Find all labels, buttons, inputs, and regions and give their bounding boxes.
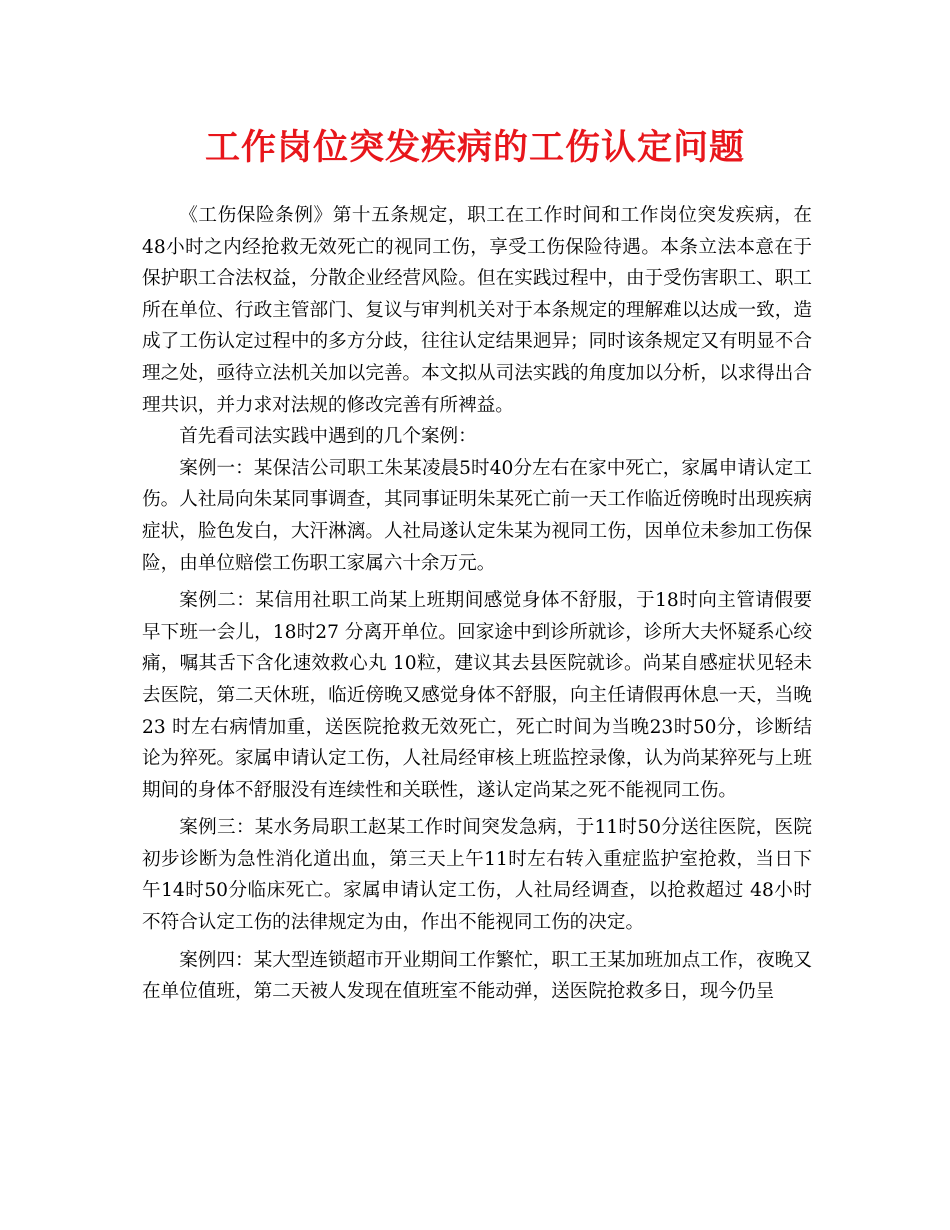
paragraph-case-1: 案例一：某保洁公司职工朱某凌晨5时40分左右在家中死亡，家属申请认定工伤。人社局向朱某同事调查，其同事证明朱某死亡前一天工作临近傍晚时出现疾病症状，脸色发白，大汗淋漓。人社局遂认定朱某为视同工伤，因单位未参加工伤保险，由单位赔偿工伤职工家属六十余万元。 bbox=[142, 457, 812, 574]
paragraph-cases-lead: 首先看司法实践中遇到的几个案例： bbox=[179, 426, 477, 448]
document-title: 工作岗位突发疾病的工伤认定问题 bbox=[204, 127, 745, 168]
paragraph-case-2: 案例二：某信用社职工尚某上班期间感觉身体不舒服，于18时向主管请假要早下班一会儿，18时27 分离开单位。回家途中到诊所就诊，诊所大夫怀疑系心绞痛，嘱其舌下含化速效救心丸 10粒，建议其去县医院就诊。尚某自感症状见轻未去医院，第二天休班，临近傍晚又感觉身体不舒服，向主任请假再休息一天，当晚 23 时左右病情加重，送医院抢救无效死亡，死亡时间为当晚23时50分，诊断结论为猝死。家属申请认定工伤，人社局经审核上班监控录像，认为尚某猝死与上班期间的身体不舒服没有连续性和关联性，遂认定尚某之死不能视同工伤。 bbox=[142, 590, 812, 801]
paragraph-intro: 《工伤保险条例》第十五条规定，职工在工作时间和工作岗位突发疾病，在48小时之内经抢救无效死亡的视同工伤，享受工伤保险待遇。本条立法本意在于保护职工合法权益，分散企业经营风险。但在实践过程中，由于受伤害职工、职工所在单位、行政主管部门、复议与审判机关对于本条规定的理解难以达成一致，造成了工伤认定过程中的多方分歧，往往认定结果迥异；同时该条规定又有明显不合理之处，亟待立法机关加以完善。本文拟从司法实践的角度加以分析，以求得出合理共识，并力求对法规的修改完善有所裨益。 bbox=[142, 205, 812, 416]
document-body bbox=[142, 200, 812, 1008]
paragraph-case-4: 案例四：某大型连锁超市开业期间工作繁忙，职工王某加班加点工作，夜晚又在单位值班，第二天被人发现在值班室不能动弹，送医院抢救多日，现今仍呈 bbox=[142, 949, 812, 1003]
paragraph-case-3: 案例三：某水务局职工赵某工作时间突发急病，于11时50分送往医院，医院初步诊断为急性消化道出血，第三天上午11时左右转入重症监护室抢救，当日下午14时50分临床死亡。家属申请认定工伤，人社局经调查，以抢救超过 48小时不符合认定工伤的法律规定为由，作出不能视同工伤的决定。 bbox=[142, 817, 812, 934]
